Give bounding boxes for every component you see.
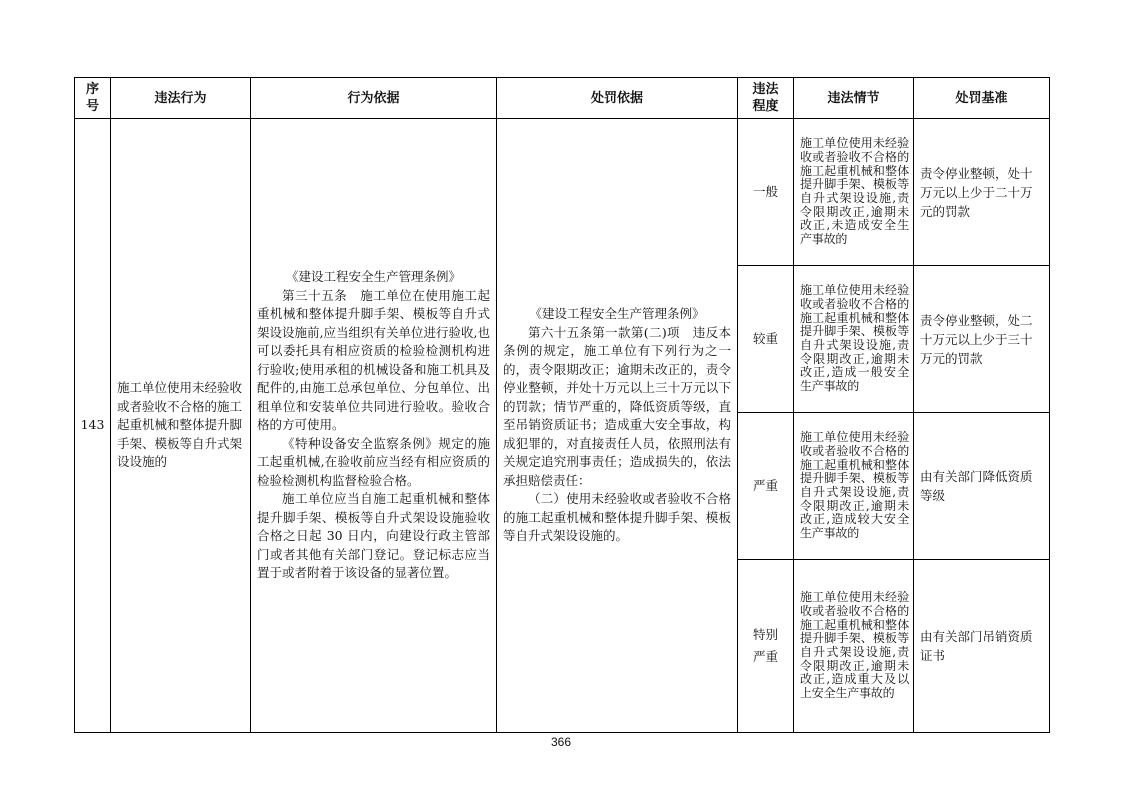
header-degree: 违法程度	[738, 78, 794, 119]
row-violation: 施工单位使用未经验收或者验收不合格的施工起重机械和整体提升脚手架、模板等自升式架设设施的	[111, 119, 251, 733]
standard-severe: 由有关部门降低资质等级	[914, 413, 1050, 560]
row-penalty-basis	[497, 119, 738, 733]
standard-general: 责令停业整顿，处十万元以上少于二十万元的罚款	[914, 119, 1050, 266]
circumstance-severe: 施工单位使用未经验收或者验收不合格的施工起重机械和整体提升脚手架、模板等自升式架设设施,责令限期改正,逾期未改正,造成较大安全生产事故的	[794, 413, 914, 560]
header-basis: 行为依据	[251, 78, 497, 119]
basis-paragraph-1: 第三十五条 施工单位在使用施工起重机械和整体提升脚手架、模板等自升式架设设施前,应当组织有关单位进行验收,也可以委托具有相应资质的检验检测机构进行验收;使用承租的机械设备和施工机具及配件的,由施工总承包单位、分包单位、出租单位和安装单位共同进行验收。验收合格的方可使用。	[257, 287, 490, 433]
basis-title: 《建设工程安全生产管理条例》	[285, 269, 461, 285]
table-row	[75, 119, 1050, 266]
basis-paragraph-2: 《特种设备安全监察条例》规定的施工起重机械,在验收前应当经有相应资质的检验检测机构监督检验合格。	[257, 435, 490, 488]
penalty-standards-table	[74, 77, 1050, 733]
header-seq: 序号	[75, 78, 111, 119]
circumstance-general: 施工单位使用未经验收或者验收不合格的施工起重机械和整体提升脚手架、模板等自升式架设设施,责令限期改正,逾期未改正,未造成安全生产事故的	[794, 119, 914, 266]
degree-general: 一般	[738, 119, 794, 266]
row-basis	[251, 119, 497, 733]
header-violation: 违法行为	[111, 78, 251, 119]
standard-serious: 责令停业整顿，处二十万元以上少于三十万元的罚款	[914, 266, 1050, 413]
penalty-paragraph-1: 第六十五条第一款第(二)项 违反本条例的规定，施工单位有下列行为之一的，责令限期改正；逾期未改正的，责令停业整顿，并处十万元以上三十万元以下的罚款；情节严重的，降低资质等级，直至吊销资质证书；造成重大安全事故，构成犯罪的，对直接责任人员，依照刑法有关规定追究刑事责任；造成损失的，依法承担赔偿责任：	[503, 324, 731, 488]
circumstance-serious: 施工单位使用未经验收或者验收不合格的施工起重机械和整体提升脚手架、模板等自升式架设设施,责令限期改正,逾期未改正,造成一般安全生产事故的	[794, 266, 914, 413]
header-row	[75, 78, 1050, 119]
circumstance-especially-severe: 施工单位使用未经验收或者验收不合格的施工起重机械和整体提升脚手架、模板等自升式架设设施,责令限期改正,逾期未改正,造成重大及以上安全生产事故的	[794, 560, 914, 733]
degree-severe: 严重	[738, 413, 794, 560]
standard-especially-severe: 由有关部门吊销资质证书	[914, 560, 1050, 733]
penalty-paragraph-2: （二）使用未经验收或者验收不合格的施工起重机械和整体提升脚手架、模板等自升式架设设施的。	[503, 491, 731, 544]
page-number: 366	[550, 735, 572, 749]
penalty-title: 《建设工程安全生产管理条例》	[529, 306, 705, 322]
header-standard: 处罚基准	[914, 78, 1050, 119]
header-circumstance: 违法情节	[794, 78, 914, 119]
basis-paragraph-3: 施工单位应当自施工起重机械和整体提升脚手架、模板等自升式架设设施验收合格之日起 30 日内，向建设行政主管部门或者其他有关部门登记。登记标志应当置于或者附着于该设备的显著位置。	[257, 491, 490, 581]
degree-especially-severe: 特别严重	[738, 560, 794, 733]
row-seq: 143	[75, 119, 111, 733]
header-penalty-basis: 处罚依据	[497, 78, 738, 119]
degree-serious: 较重	[738, 266, 794, 413]
